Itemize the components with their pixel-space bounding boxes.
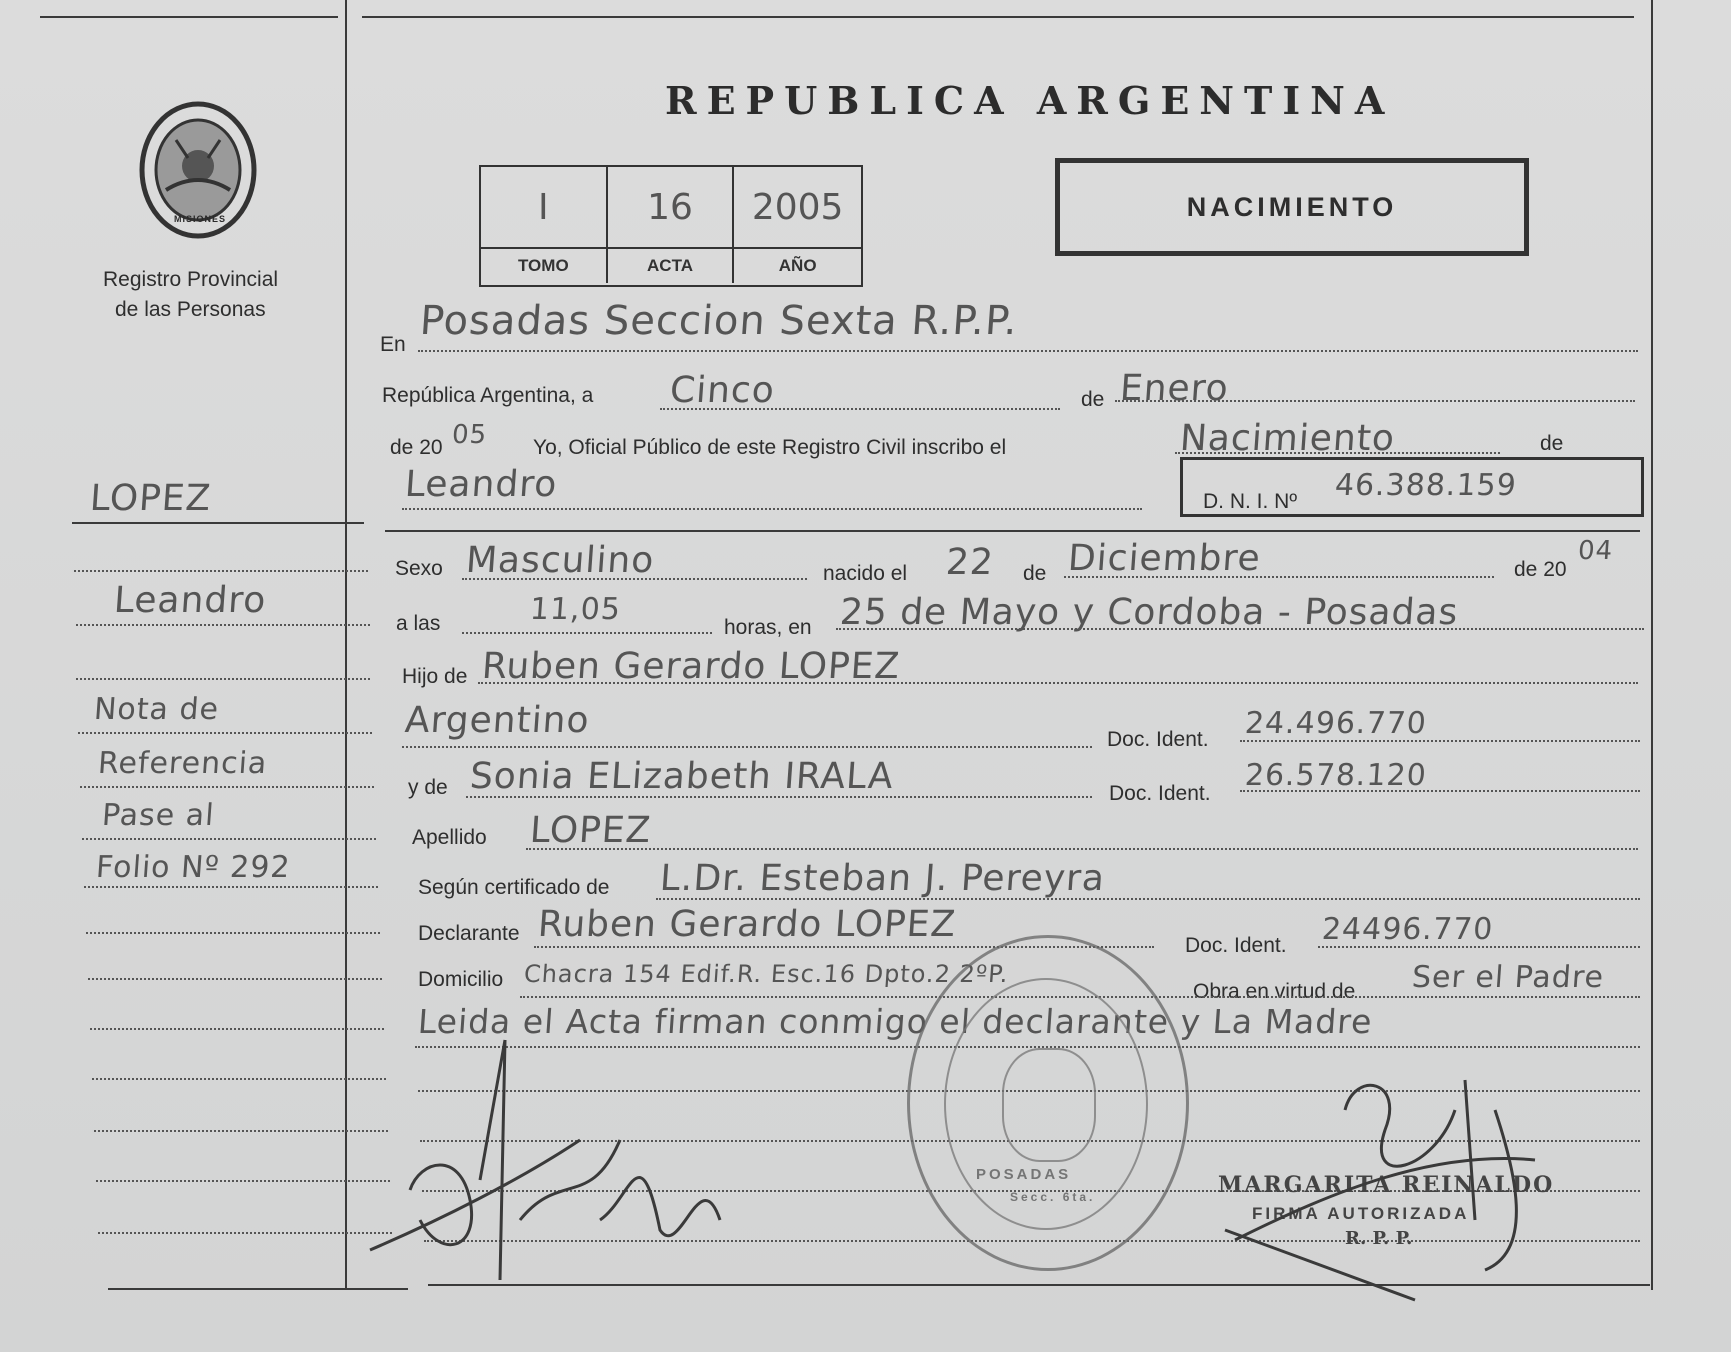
margin-note-line3: Pase al <box>100 798 216 833</box>
sexo-value: Masculino <box>464 540 656 581</box>
dni-value: 46.388.159 <box>1333 468 1519 503</box>
mother-value: Sonia ELizabeth IRALA <box>468 756 896 797</box>
field-dots <box>526 848 1638 850</box>
doc-label: Doc. Ident. <box>1107 728 1209 751</box>
tomo-label: TOMO <box>481 249 608 283</box>
section-rule <box>385 530 1640 532</box>
field-dots <box>1064 576 1494 578</box>
declarante-label: Declarante <box>418 922 520 945</box>
segun-value: L.Dr. Esteban J. Pereyra <box>658 858 1107 899</box>
mother-doc-value: 26.578.120 <box>1243 758 1429 793</box>
official-role: FIRMA AUTORIZADA <box>1252 1204 1470 1223</box>
margin-dots <box>78 732 372 734</box>
child-name-value: Leandro <box>403 464 559 505</box>
field-dots <box>836 628 1644 630</box>
birth-year-value: 04 <box>1576 536 1615 566</box>
dni-label: D. N. I. Nº <box>1203 490 1298 513</box>
margin-dots <box>88 978 382 980</box>
field-dots <box>1115 400 1635 402</box>
column-divider <box>345 0 347 1290</box>
field-dots <box>1240 790 1640 792</box>
margin-dots <box>76 678 370 680</box>
birth-year-prefix: de 20 <box>1514 558 1567 581</box>
margin-dots <box>86 932 380 934</box>
margin-dots <box>76 624 370 626</box>
father-nationality-value: Argentino <box>403 700 592 741</box>
domicilio-label: Domicilio <box>418 968 504 991</box>
apellido-value: LOPEZ <box>528 810 653 851</box>
sexo-label: Sexo <box>395 557 443 580</box>
en-label: En <box>380 333 406 356</box>
margin-dots <box>82 838 376 840</box>
field-dots <box>402 508 1142 510</box>
tomo-value: I <box>481 167 608 249</box>
field-dots <box>656 898 1640 900</box>
acta-label: ACTA <box>608 249 735 283</box>
birth-month-value: Diciembre <box>1066 538 1263 579</box>
apellido-label: Apellido <box>412 826 487 849</box>
record-type-box: NACIMIENTO <box>1055 158 1529 256</box>
field-dots <box>466 796 1092 798</box>
margin-note-line4: Folio Nº 292 <box>94 850 292 885</box>
registry-line2: de las Personas <box>115 298 266 321</box>
acta-value: 16 <box>608 167 735 249</box>
y-de-label: y de <box>408 776 448 799</box>
horas-label: horas, en <box>724 616 812 639</box>
time-value: 11,05 <box>528 592 623 627</box>
declarante-doc-value: 24496.770 <box>1320 912 1495 947</box>
margin-dots <box>94 1130 388 1132</box>
doc-label: Doc. Ident. <box>1109 782 1211 805</box>
margin-note-line1: Nota de <box>92 692 221 727</box>
declarante-value: Ruben Gerardo LOPEZ <box>536 904 958 945</box>
margin-dots <box>96 1180 390 1182</box>
en-value: Posadas Seccion Sexta R.P.P. <box>418 298 1020 344</box>
declarant-signature <box>360 1020 780 1300</box>
obra-label: Obra en virtud de <box>1193 980 1356 1003</box>
field-dots <box>402 746 1092 748</box>
de3-label: de <box>1023 562 1047 585</box>
top-rule-right <box>362 16 1634 18</box>
place-value: 25 de Mayo y Cordoba - Posadas <box>838 592 1460 633</box>
leida-value: Leida el Acta firman conmigo el declarante y La Madre <box>416 1002 1374 1041</box>
field-dots <box>660 408 1060 410</box>
field-dots <box>418 350 1638 352</box>
year-prefix: de 20 <box>390 436 443 459</box>
nacido-label: nacido el <box>823 562 908 585</box>
right-border <box>1651 0 1653 1290</box>
official-stamp-seal <box>907 935 1189 1271</box>
official-signature <box>1215 1050 1575 1310</box>
yo-label: Yo, Oficial Público de este Registro Civil inscribo el <box>533 436 1007 459</box>
margin-surname: LOPEZ <box>88 478 213 519</box>
domicilio-value: Chacra 154 Edif.R. Esc.16 Dpto.2 2ºP. <box>523 960 1010 988</box>
margin-dots <box>80 786 374 788</box>
hijo-label: Hijo de <box>402 665 468 688</box>
a-las-label: a las <box>396 612 441 635</box>
de2-label: de <box>1540 432 1564 455</box>
logo-text: MISIONES <box>174 214 227 224</box>
seal-emblem <box>1002 1048 1096 1162</box>
top-rule-left <box>40 16 338 18</box>
field-dots <box>478 682 1638 684</box>
margin-dots <box>98 1232 392 1234</box>
seal-subtext: Secc. 6ta. <box>1010 1190 1096 1204</box>
de-label: de <box>1081 388 1105 411</box>
birth-day-value: 22 <box>944 542 996 583</box>
field-dots <box>462 632 712 634</box>
field-dots <box>1318 946 1640 948</box>
act-value: Nacimiento <box>1178 418 1397 459</box>
year-value: 05 <box>450 420 489 450</box>
obra-value: Ser el Padre <box>1410 960 1606 995</box>
registry-line1: Registro Provincial <box>103 268 279 291</box>
republica-label: República Argentina, a <box>382 384 594 407</box>
margin-note-line2: Referencia <box>96 746 269 781</box>
margin-given-name: Leandro <box>112 580 268 621</box>
month-value: Enero <box>1118 368 1231 409</box>
field-dots <box>462 578 807 580</box>
surname-rule <box>72 522 364 524</box>
ano-value: 2005 <box>734 167 861 249</box>
doc-label: Doc. Ident. <box>1185 934 1287 957</box>
margin-dots <box>92 1078 386 1080</box>
segun-label: Según certificado de <box>418 876 610 899</box>
provincial-seal-logo <box>136 100 260 240</box>
margin-dots <box>74 570 368 572</box>
seal-text: POSADAS <box>976 1166 1072 1183</box>
father-value: Ruben Gerardo LOPEZ <box>480 646 902 687</box>
margin-dots <box>90 1028 384 1030</box>
document-title: REPUBLICA ARGENTINA <box>665 78 1395 123</box>
field-dots <box>1240 740 1640 742</box>
day-value: Cinco <box>668 370 777 411</box>
official-name: MARGARITA REINALDO <box>1218 1172 1555 1198</box>
father-doc-value: 24.496.770 <box>1243 706 1429 741</box>
official-org: R. P. P. <box>1345 1228 1413 1249</box>
margin-dots <box>84 886 378 888</box>
ano-label: AÑO <box>778 256 817 275</box>
field-dots <box>1175 452 1500 454</box>
registry-numbers-box <box>479 165 863 287</box>
